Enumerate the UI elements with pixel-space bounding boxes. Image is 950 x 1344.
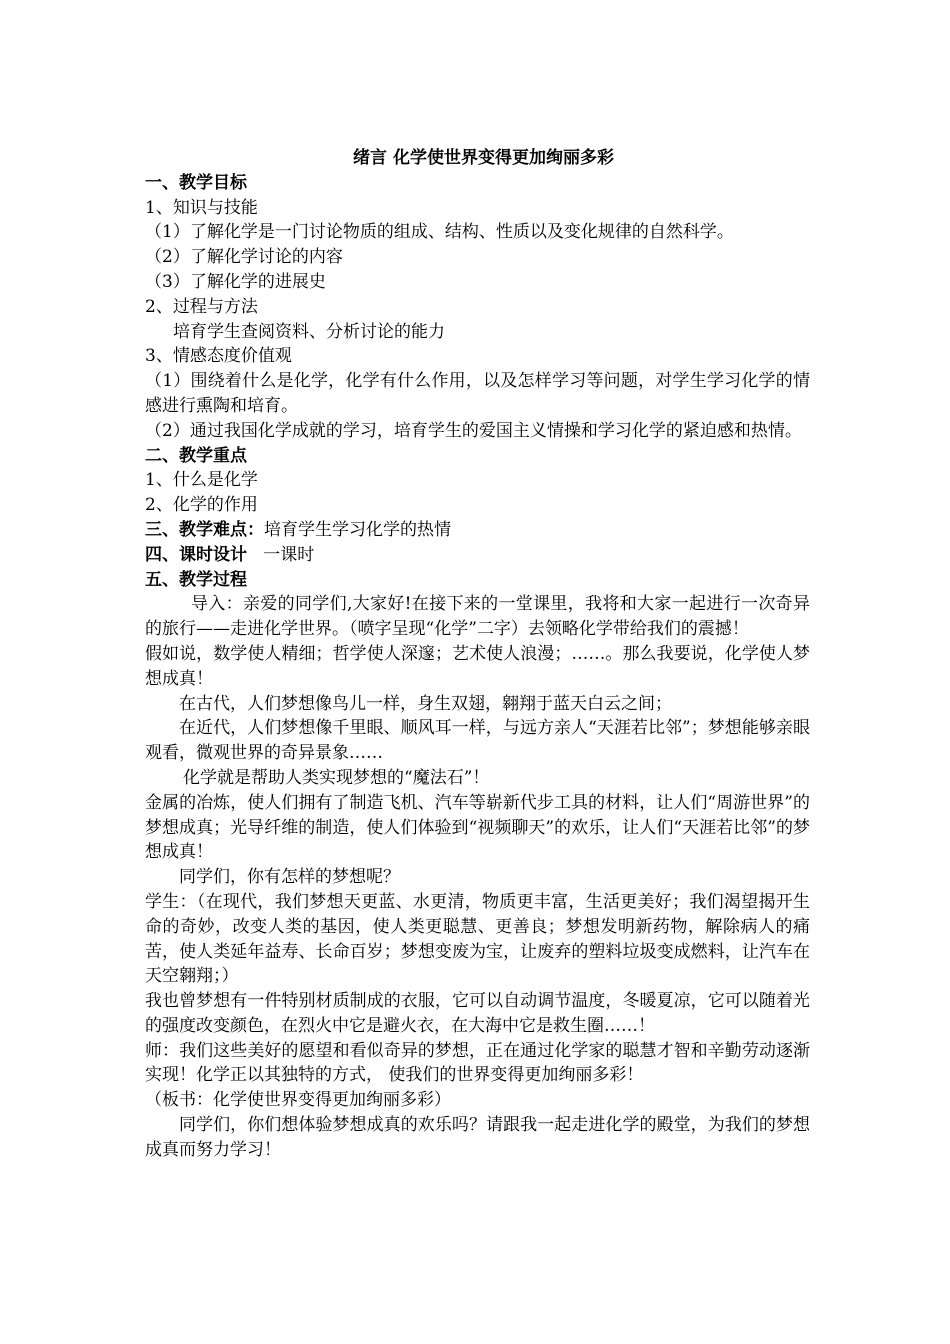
paragraph-9: 我也曾梦想有一件特别材质制成的衣服，它可以自动调节温度，冬暖夏凉，它可以随着光的强度改变颜色，在烈火中它是避火衣，在大海中它是救生圈……！ bbox=[145, 991, 810, 1036]
section-heading-objectives: 一、教学目标 bbox=[145, 172, 247, 193]
process-item-1: 培育学生查阅资料、分析讨论的能力 bbox=[173, 321, 445, 342]
section-difficulty bbox=[145, 518, 810, 543]
subheading-knowledge: 1、知识与技能 bbox=[145, 197, 258, 218]
section-heading-difficulty: 三、教学难点： bbox=[145, 519, 264, 540]
paragraph-11: （板书：化学使世界变得更加绚丽多彩） bbox=[145, 1090, 451, 1111]
paragraph-2: 假如说，数学使人精细；哲学使人深邃；艺术使人浪漫；……。那么我要说，化学使人梦想成真！ bbox=[145, 643, 810, 689]
difficulty-text: 培育学生学习化学的热情 bbox=[264, 519, 451, 540]
paragraph-5: 化学就是帮助人类实现梦想的“魔法石”！ bbox=[183, 767, 490, 788]
document-body bbox=[145, 146, 810, 1163]
knowledge-item-3: （3）了解化学的进展史 bbox=[145, 271, 326, 292]
emotion-item-2: （2）通过我国化学成就的学习，培育学生的爱国主义情操和学习化学的紧迫感和热情。 bbox=[145, 420, 802, 441]
document-title: 绪言 化学使世界变得更加绚丽多彩 bbox=[353, 148, 614, 168]
section-heading-process: 五、教学过程 bbox=[145, 569, 247, 590]
section-heading-schedule: 四、课时设计 bbox=[145, 544, 247, 565]
paragraph-7: 同学们，你有怎样的梦想呢？ bbox=[179, 867, 400, 888]
paragraph-8: 学生：（在现代，我们梦想天更蓝、水更清，物质更丰富，生活更美好；我们渴望揭开生命的奇妙，改变人类的基因，使人类更聪慧、更善良；梦想发明新药物，解除病人的痛苦，使人类延年益寿、长命百岁；梦想变废为宝，让废弃的塑料垃圾变成燃料，让汽车在天空翱翔；） bbox=[145, 891, 810, 987]
focus-item-1: 1、什么是化学 bbox=[145, 470, 258, 491]
paragraph-6: 金属的冶炼，使人们拥有了制造飞机、汽车等崭新代步工具的材料，让人们“周游世界”的梦想成真；光导纤维的制造，使人们体验到“视频聊天”的欢乐，让人们“天涯若比邻”的梦想成真！ bbox=[145, 792, 810, 863]
section-schedule bbox=[145, 543, 810, 568]
knowledge-item-1: （1）了解化学是一门讨论物质的组成、结构、性质以及变化规律的自然科学。 bbox=[145, 222, 734, 243]
knowledge-item-2: （2）了解化学讨论的内容 bbox=[145, 247, 343, 268]
section-heading-focus: 二、教学重点 bbox=[145, 445, 247, 466]
focus-item-2: 2、化学的作用 bbox=[145, 495, 258, 516]
intro-paragraph: 导入：亲爱的同学们,大家好!在接下来的一堂课里，我将和大家一起进行一次奇异的旅行——走进化学世界。（喷字呈现“化学”二字）去领略化学带给我们的震撼！ bbox=[145, 594, 810, 640]
paragraph-10: 师：我们这些美好的愿望和看似奇异的梦想，正在通过化学家的聪慧才智和辛勤劳动逐渐实现！化学正以其独特的方式， 使我们的世界变得更加绚丽多彩！ bbox=[145, 1040, 810, 1086]
paragraph-3: 在古代，人们梦想像鸟儿一样，身生双翅，翱翔于蓝天白云之间； bbox=[179, 693, 672, 714]
paragraph-12: 同学们，你们想体验梦想成真的欢乐吗？请跟我一起走进化学的殿堂，为我们的梦想成真而努力学习！ bbox=[145, 1115, 810, 1160]
subheading-process: 2、过程与方法 bbox=[145, 296, 258, 317]
emotion-item-1: （1）围绕着什么是化学，化学有什么作用，以及怎样学习等问题，对学生学习化学的情感进行熏陶和培育。 bbox=[145, 371, 810, 416]
subheading-emotion: 3、情感态度价值观 bbox=[145, 346, 292, 367]
schedule-text: 一课时 bbox=[263, 544, 315, 565]
paragraph-4: 在近代，人们梦想像千里眼、顺风耳一样，与远方亲人“天涯若比邻”；梦想能够亲眼观看，微观世界的奇异景象…… bbox=[145, 718, 810, 764]
